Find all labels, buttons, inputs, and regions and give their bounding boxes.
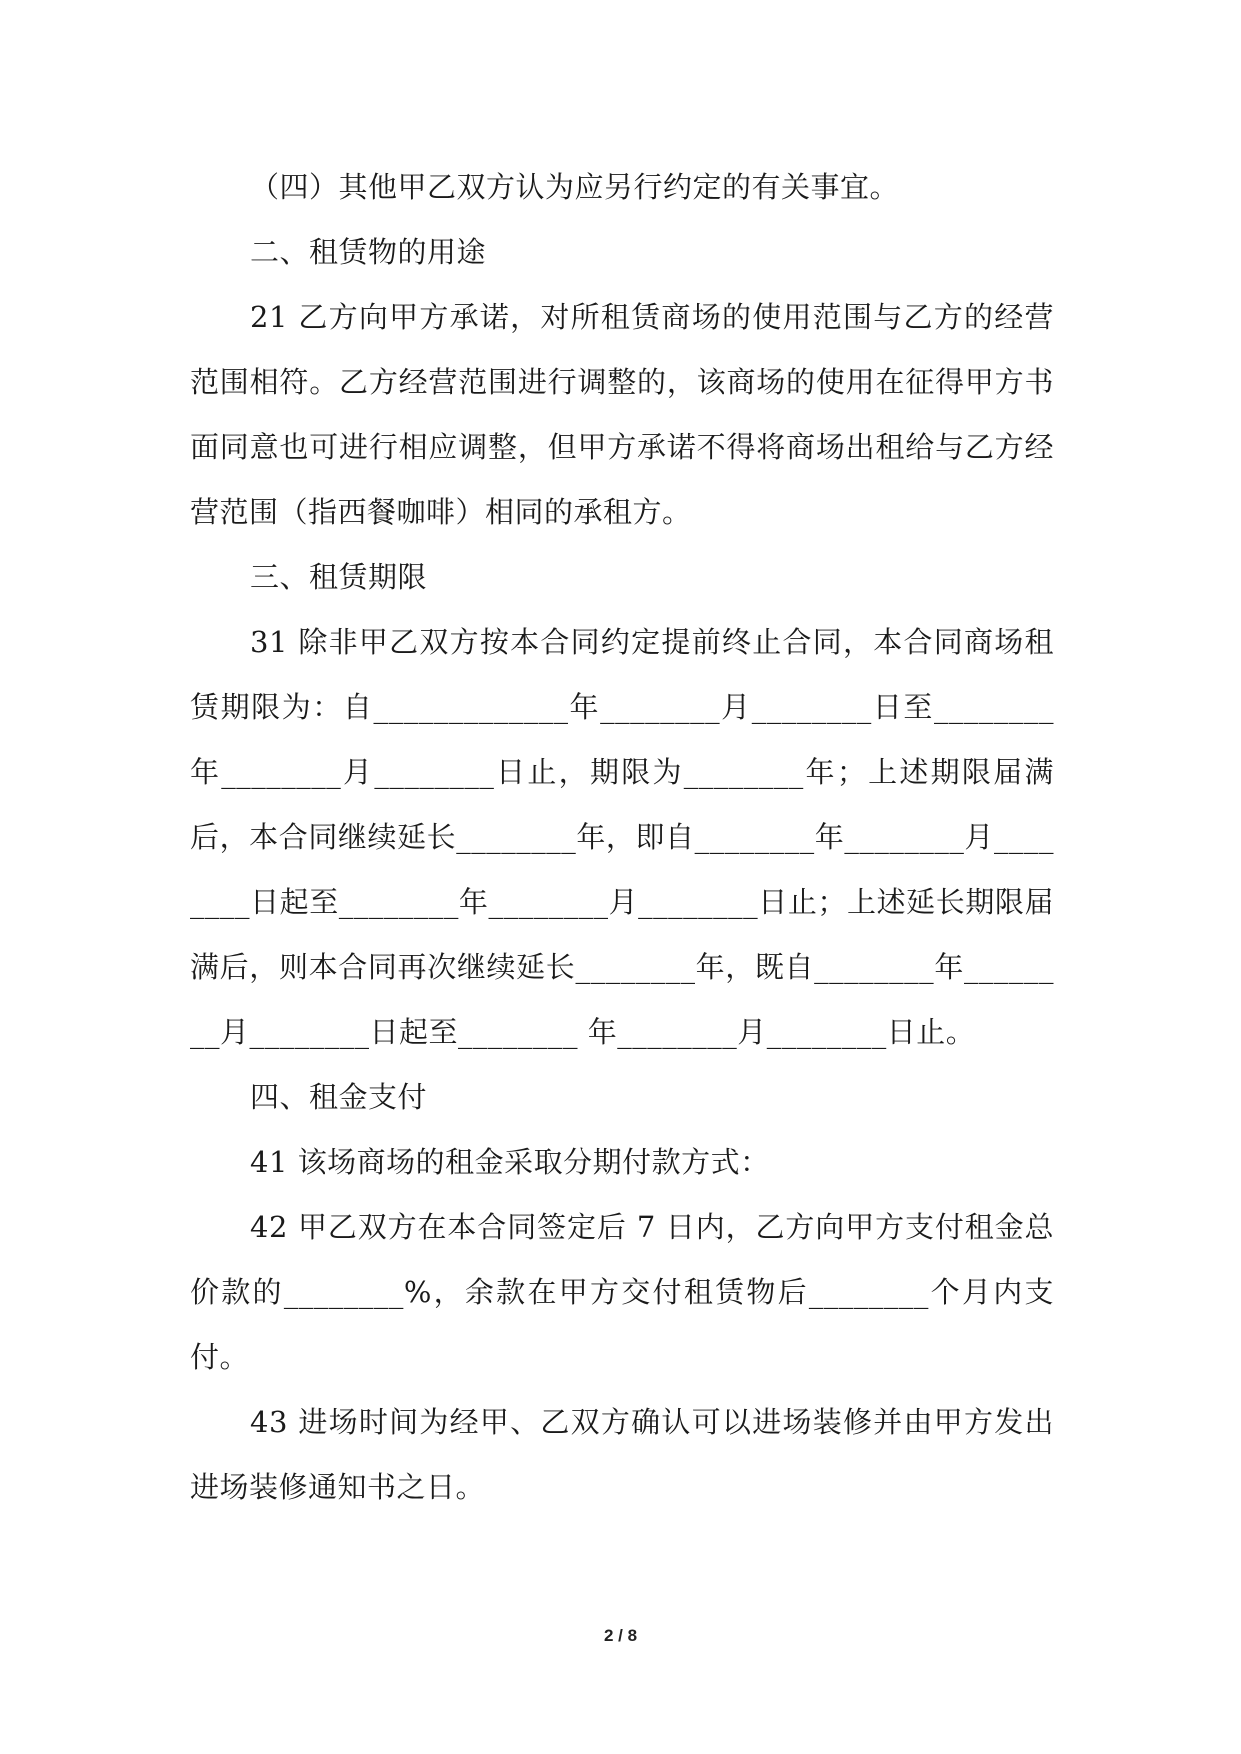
paragraph-clause-31: 31 除非甲乙双方按本合同约定提前终止合同，本合同商场租赁期限为：自_____________年________月________日至________年________月________日止，期限为________年；上述期限届满后，本合同继续延长________年，即自________年________月________日起至________年________月________日止；上述延长期限届满后，则本合同再次继续延长________年，既自________年________月________日起至________ 年________月________日止。 — [190, 625, 1054, 1049]
paragraph-clause-21: 21 乙方向甲方承诺，对所租赁商场的使用范围与乙方的经营范围相符。乙方经营范围进行调整的，该商场的使用在征得甲方书面同意也可进行相应调整，但甲方承诺不得将商场出租给与乙方经营范围（指西餐咖啡）相同的承租方。 — [190, 300, 1054, 529]
page-number: 2 / 8 — [603, 1626, 638, 1645]
paragraph-other-matters: （四）其他甲乙双方认为应另行约定的有关事宜。 — [250, 170, 900, 204]
heading-lease-term: 三、租赁期限 — [250, 560, 428, 594]
paragraph-clause-43: 43 进场时间为经甲、乙双方确认可以进场装修并由甲方发出进场装修通知书之日。 — [190, 1405, 1054, 1504]
document-body — [190, 155, 1054, 1520]
heading-lease-purpose: 二、租赁物的用途 — [250, 235, 487, 269]
paragraph-clause-41: 41 该场商场的租金采取分期付款方式： — [250, 1145, 770, 1179]
paragraph-clause-42: 42 甲乙双方在本合同签定后 7 日内，乙方向甲方支付租金总价款的________%，余款在甲方交付租赁物后________个月内支付。 — [190, 1210, 1054, 1374]
heading-rent-payment: 四、租金支付 — [250, 1080, 428, 1114]
